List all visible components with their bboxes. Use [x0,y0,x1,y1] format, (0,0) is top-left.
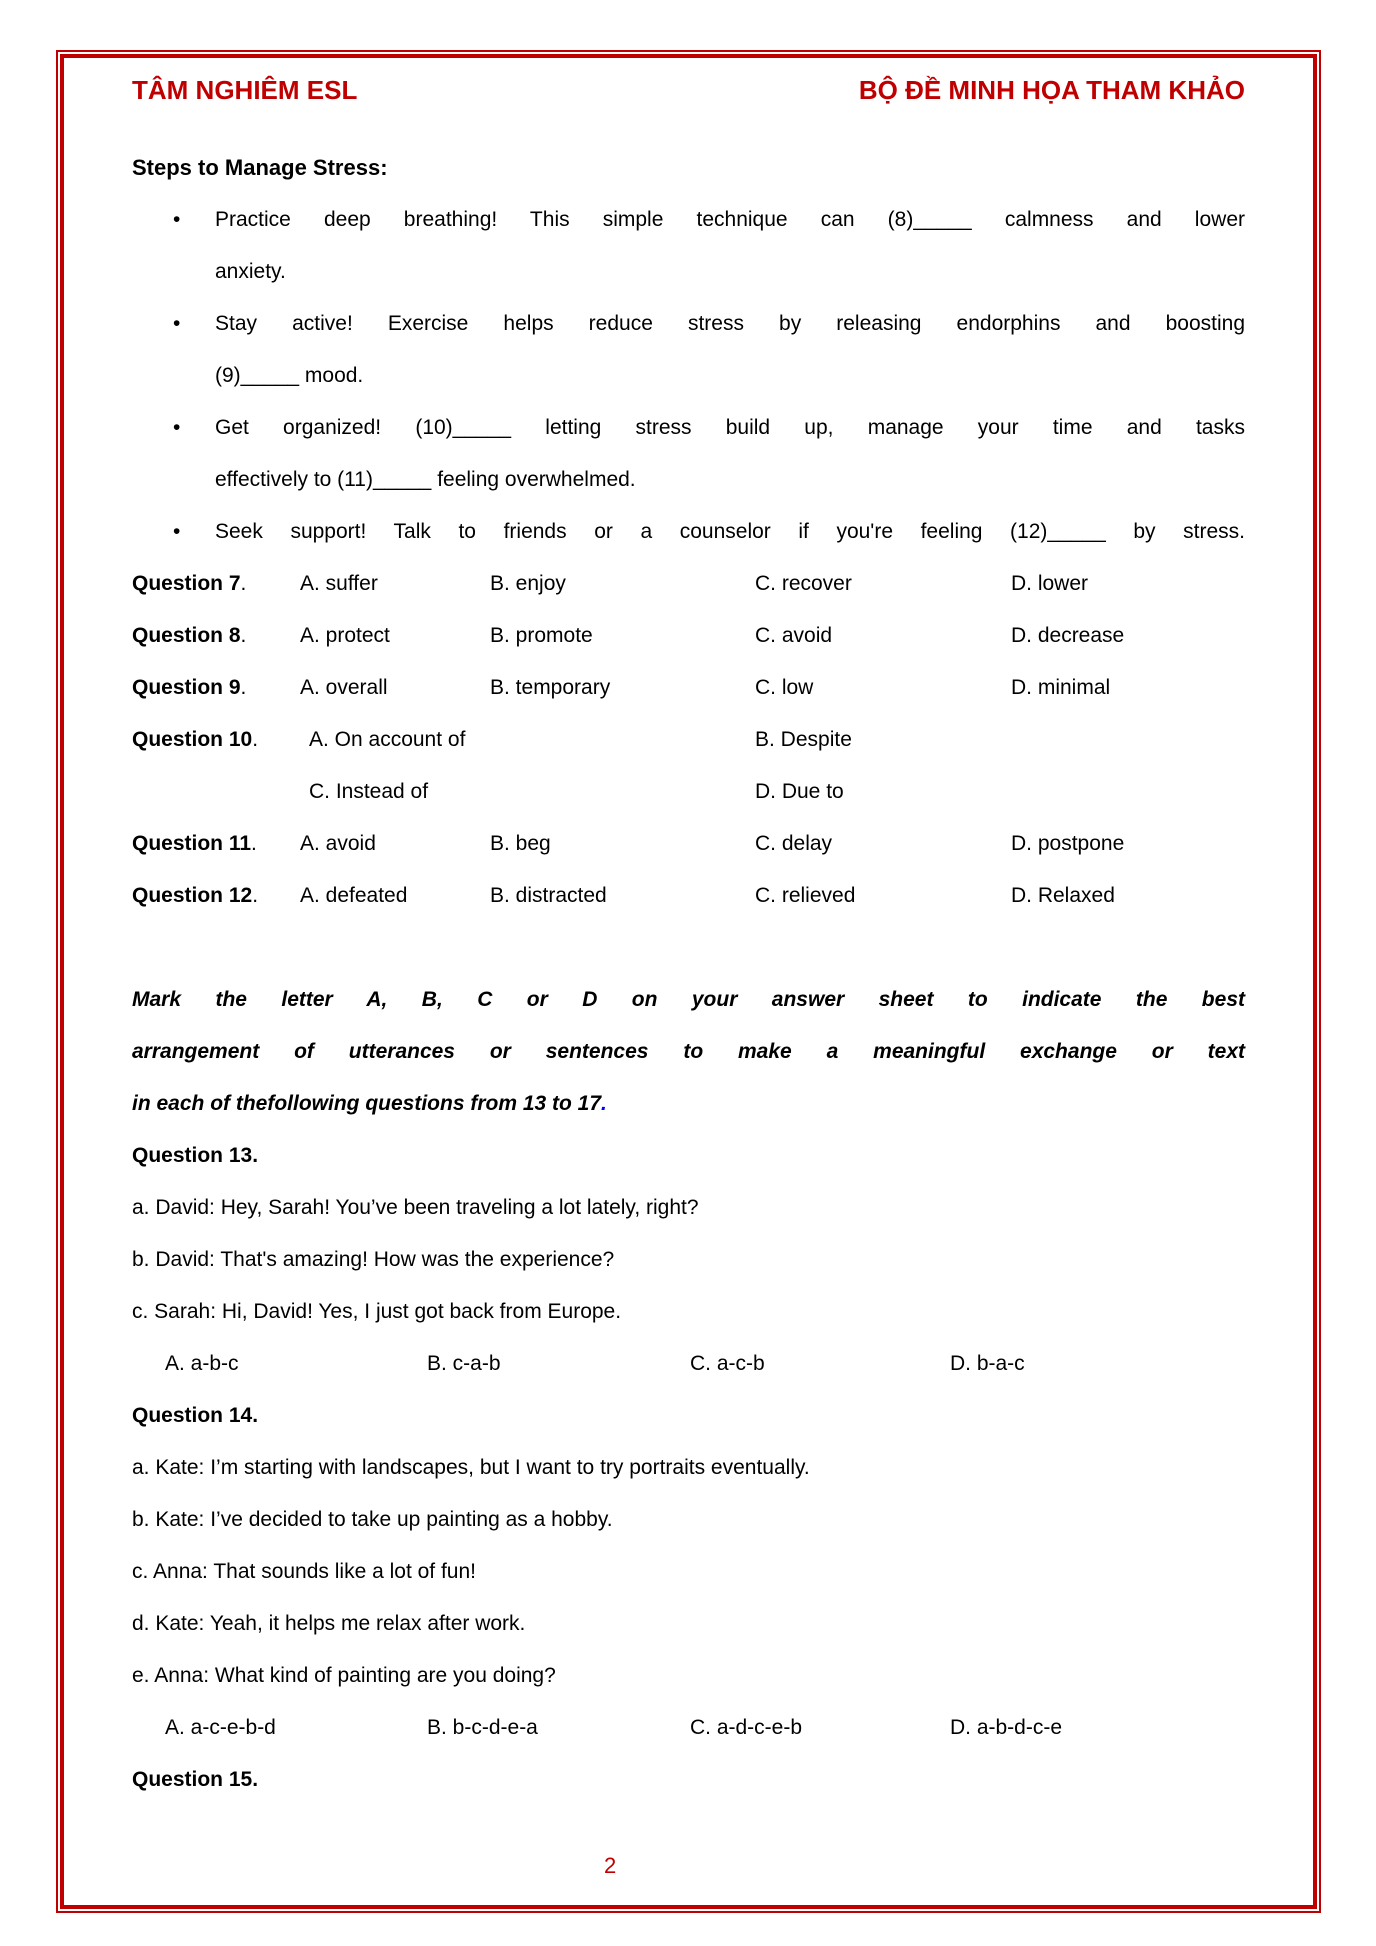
page-number: 2 [604,1853,617,1878]
option-b: B. b-c-d-e-a [427,1716,538,1739]
question-row-10-cont [132,766,1245,818]
instruction-line: arrangement of utterances or sentences to make a meaningful exchange or text [132,1040,1245,1063]
bullet-text-line: Stay active! Exercise helps reduce stress by releasing endorphins and boosting [215,312,1245,335]
option-b: B. promote [490,624,593,647]
label-separator: . [252,884,259,907]
bullet-text-line: Seek support! Talk to friends or a counselor if you're feeling (12)_____ by stress. [215,520,1245,543]
option-c: C. avoid [755,624,833,647]
label-separator: . [252,728,259,751]
option-d: D. decrease [1011,624,1125,647]
option-a: A. On account of [309,728,466,751]
option-b: B. enjoy [490,572,566,595]
question-13-label: Question 13. [132,1144,259,1167]
bullet-item [132,402,1245,506]
bullet-item [132,298,1245,402]
spacer [132,922,1245,974]
question-row-9 [132,662,1245,714]
bullet-text-line: anxiety. [215,260,286,283]
instruction-line: in each of thefollowing questions from 13 to 17. [132,1092,607,1115]
question-row-12 [132,870,1245,922]
option-c: C. a-d-c-e-b [690,1716,803,1739]
bullet-text-line: (9)_____ mood. [215,364,364,387]
option-d: D. lower [1011,572,1089,595]
option-a: A. a-c-e-b-d [165,1716,276,1739]
option-d: D. a-b-d-c-e [950,1716,1063,1739]
option-a: A. avoid [300,832,376,855]
bullet-text-line: effectively to (11)_____ feeling overwhelmed. [215,468,636,491]
question-label: Question 10 [132,728,253,751]
instruction-line: Mark the letter A, B, C or D on your answer sheet to indicate the best [132,988,1245,1011]
instruction-end-period: . [601,1092,607,1115]
option-b: B. c-a-b [427,1352,501,1375]
bullet-marker: • [173,208,181,231]
option-a: A. defeated [300,884,408,907]
dialogue-line: a. Kate: I’m starting with landscapes, but I want to try portraits eventually. [132,1456,810,1479]
option-c: C. relieved [755,884,856,907]
question-label: Question 12 [132,884,253,907]
page-header [132,64,1245,116]
option-a: A. suffer [300,572,378,595]
dialogue-line: e. Anna: What kind of painting are you doing? [132,1664,556,1687]
bullet-marker: • [173,416,181,439]
dialogue-line: d. Kate: Yeah, it helps me relax after work. [132,1612,526,1635]
option-d: D. minimal [1011,676,1111,699]
question-14-options [132,1702,1245,1754]
question-label: Question 7 [132,572,241,595]
option-c: C. low [755,676,814,699]
option-c: C. a-c-b [690,1352,765,1375]
question-14-label: Question 14. [132,1404,259,1427]
section-title: Steps to Manage Stress: [132,155,388,180]
instruction-paragraph [132,974,1245,1130]
bullet-marker: • [173,312,181,335]
label-separator: . [251,832,257,855]
option-d: D. Relaxed [1011,884,1115,907]
question-label: Question 9 [132,676,241,699]
option-b: B. Despite [755,728,852,751]
option-c: C. Instead of [309,780,429,803]
bullet-text-line: Get organized! (10)_____ letting stress build up, manage your time and tasks [215,416,1245,439]
page-content [132,0,1245,1806]
bullet-text-line: Practice deep breathing! This simple technique can (8)_____ calmness and lower [215,208,1245,231]
label-separator: . [240,624,247,647]
dialogue-line: b. Kate: I’ve decided to take up painting as a hobby. [132,1508,613,1531]
bullet-item [132,506,1245,558]
question-row-10 [132,714,1245,766]
label-separator: . [240,676,247,699]
dialogue-line: b. David: That's amazing! How was the experience? [132,1248,615,1271]
option-d: D. Due to [755,780,844,803]
question-label: Question 11 [132,832,252,855]
bullet-marker: • [173,520,181,543]
header-left-title: TÂM NGHIÊM ESL [132,75,358,105]
option-a: A. overall [300,676,388,699]
option-b: B. temporary [490,676,611,699]
question-row-11 [132,818,1245,870]
option-c: C. delay [755,832,833,855]
question-13-options [132,1338,1245,1390]
option-a: A. protect [300,624,390,647]
dialogue-line: a. David: Hey, Sarah! You’ve been traveling a lot lately, right? [132,1196,699,1219]
option-c: C. recover [755,572,852,595]
option-b: B. beg [490,832,551,855]
question-label: Question 8 [132,624,241,647]
label-separator: . [240,572,247,595]
option-b: B. distracted [490,884,607,907]
dialogue-line: c. Sarah: Hi, David! Yes, I just got back from Europe. [132,1300,622,1323]
option-d: D. b-a-c [950,1352,1025,1375]
option-d: D. postpone [1011,832,1125,855]
header-right-title: BỘ ĐỀ MINH HỌA THAM KHẢO [858,75,1245,105]
bullet-item [132,194,1245,298]
question-15-label: Question 15. [132,1768,259,1791]
option-a: A. a-b-c [165,1352,239,1375]
question-row-8 [132,610,1245,662]
dialogue-line: c. Anna: That sounds like a lot of fun! [132,1560,476,1583]
question-row-7 [132,558,1245,610]
